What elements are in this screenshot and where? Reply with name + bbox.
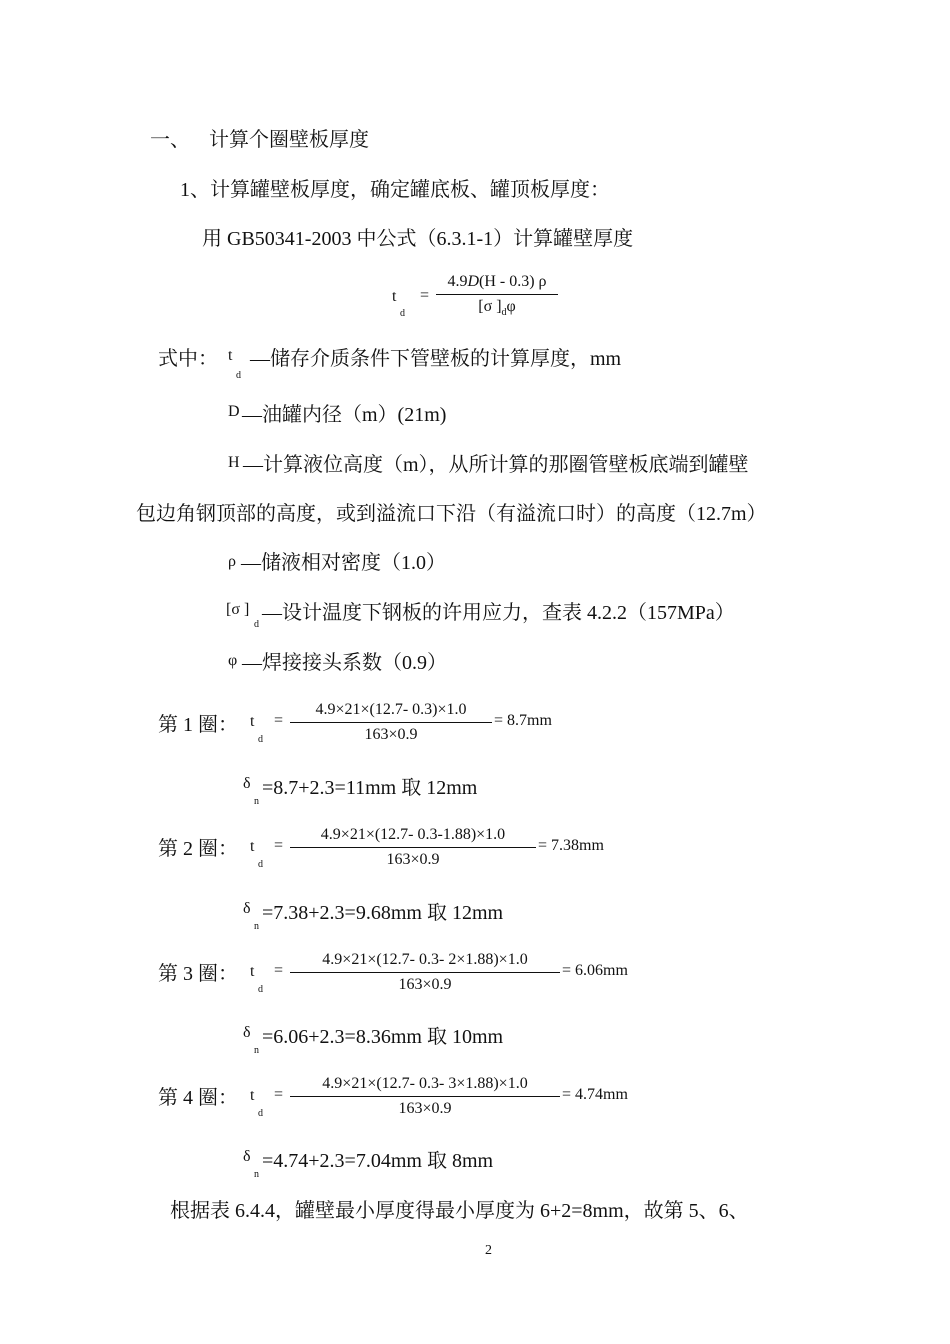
def-D-symbol: D <box>228 403 240 420</box>
delta-symbol: δ <box>243 1148 251 1165</box>
def-sigma-text: —设计温度下钢板的许用应力，查表 4.2.2（157MPa） <box>262 602 735 624</box>
def-rho-symbol: ρ <box>228 553 236 570</box>
closing-paragraph: 根据表 6.4.4，罐壁最小厚度得最小厚度为 6+2=8mm，故第 5、6、 <box>170 1200 749 1222</box>
def-H-text-cont: 包边角钢顶部的高度，或到溢流口下沿（有溢流口时）的高度（12.7m） <box>136 503 767 525</box>
ring-numerator: 4.9×21×(12.7- 0.3-1.88)×1.0 <box>320 826 506 843</box>
ring-fraction <box>290 700 492 745</box>
ring-label: 第 2 圈： <box>158 838 238 860</box>
subsection-title: 1、计算罐壁板厚度，确定罐底板、罐顶板厚度： <box>180 179 610 201</box>
defs-lead: 式中： <box>158 348 218 370</box>
ring-result: = 8.7mm <box>494 712 552 729</box>
ring-numerator: 4.9×21×(12.7- 0.3)×1.0 <box>315 701 467 718</box>
ring-t-sub: d <box>258 859 263 870</box>
ring-denominator: 163×0.9 <box>364 726 418 743</box>
ring-numerator: 4.9×21×(12.7- 0.3- 2×1.88)×1.0 <box>322 951 528 968</box>
delta-symbol: δ <box>243 775 251 792</box>
ring-t: t <box>250 838 255 855</box>
def-sigma-sub: d <box>254 619 259 630</box>
ring-fraction <box>290 1074 560 1119</box>
fraction-bar <box>290 972 560 973</box>
heading-number: 一、 <box>150 129 190 151</box>
delta-text: =4.74+2.3=7.04mm 取 8mm <box>262 1150 494 1172</box>
def-td-text: —储存介质条件下管壁板的计算厚度，mm <box>250 348 622 370</box>
ring-equals: = <box>274 837 284 854</box>
ring-denominator: 163×0.9 <box>398 976 452 993</box>
delta-sub: n <box>254 1045 259 1056</box>
fraction-bar <box>436 294 558 295</box>
ring-t: t <box>250 713 255 730</box>
ring-label: 第 3 圈： <box>158 963 238 985</box>
formula-equals: = <box>420 287 430 304</box>
delta-sub: n <box>254 1169 259 1180</box>
ring-result: = 4.74mm <box>562 1086 628 1103</box>
delta-symbol: δ <box>243 1024 251 1041</box>
ring-numerator: 4.9×21×(12.7- 0.3- 3×1.88)×1.0 <box>322 1075 528 1092</box>
formula-t-sub: d <box>400 308 405 319</box>
ring-equals: = <box>274 712 284 729</box>
def-H-symbol: H <box>228 454 240 471</box>
ring-fraction <box>290 950 560 995</box>
ring-equals: = <box>274 962 284 979</box>
def-phi-text: —焊接接头系数（0.9） <box>242 652 447 674</box>
def-D-text: —油罐内径（m）(21m) <box>242 404 447 426</box>
formula-fraction <box>436 272 558 323</box>
ring-result: = 7.38mm <box>538 837 604 854</box>
ring-t-sub: d <box>258 734 263 745</box>
intro-paragraph: 用 GB50341-2003 中公式（6.3.1-1）计算罐壁厚度 <box>202 228 634 250</box>
def-H-text: —计算液位高度（m），从所计算的那圈管壁板底端到罐壁 <box>243 454 749 476</box>
delta-text: =8.7+2.3=11mm 取 12mm <box>262 777 478 799</box>
ring-t: t <box>250 1087 255 1104</box>
delta-text: =7.38+2.3=9.68mm 取 12mm <box>262 902 504 924</box>
ring-label: 第 4 圈： <box>158 1087 238 1109</box>
def-phi-symbol: φ <box>228 652 238 669</box>
heading-text: 计算个圈壁板厚度 <box>209 129 369 151</box>
ring-t-sub: d <box>258 1108 263 1119</box>
delta-sub: n <box>254 921 259 932</box>
def-rho-text: —储液相对密度（1.0） <box>241 552 446 574</box>
def-sigma-symbol: [σ ] <box>226 601 250 618</box>
formula-numerator: 4.9D(H - 0.3) ρ <box>447 273 547 290</box>
ring-label: 第 1 圈： <box>158 714 238 736</box>
delta-text: =6.06+2.3=8.36mm 取 10mm <box>262 1026 504 1048</box>
ring-result: = 6.06mm <box>562 962 628 979</box>
fraction-bar <box>290 1096 560 1097</box>
ring-t: t <box>250 963 255 980</box>
formula-denominator: [σ ]$_d\varphi$ <box>478 298 516 319</box>
fraction-bar <box>290 722 492 723</box>
delta-symbol: δ <box>243 900 251 917</box>
delta-sub: n <box>254 796 259 807</box>
page-number: 2 <box>485 1243 492 1258</box>
ring-equals: = <box>274 1086 284 1103</box>
section-heading <box>150 123 369 152</box>
def-td-sub: d <box>236 370 241 381</box>
ring-t-sub: d <box>258 984 263 995</box>
ring-denominator: 163×0.9 <box>398 1100 452 1117</box>
ring-fraction <box>290 825 536 870</box>
def-td-symbol: t <box>228 347 233 364</box>
fraction-bar <box>290 847 536 848</box>
ring-denominator: 163×0.9 <box>386 851 440 868</box>
formula-t: t <box>392 288 397 305</box>
